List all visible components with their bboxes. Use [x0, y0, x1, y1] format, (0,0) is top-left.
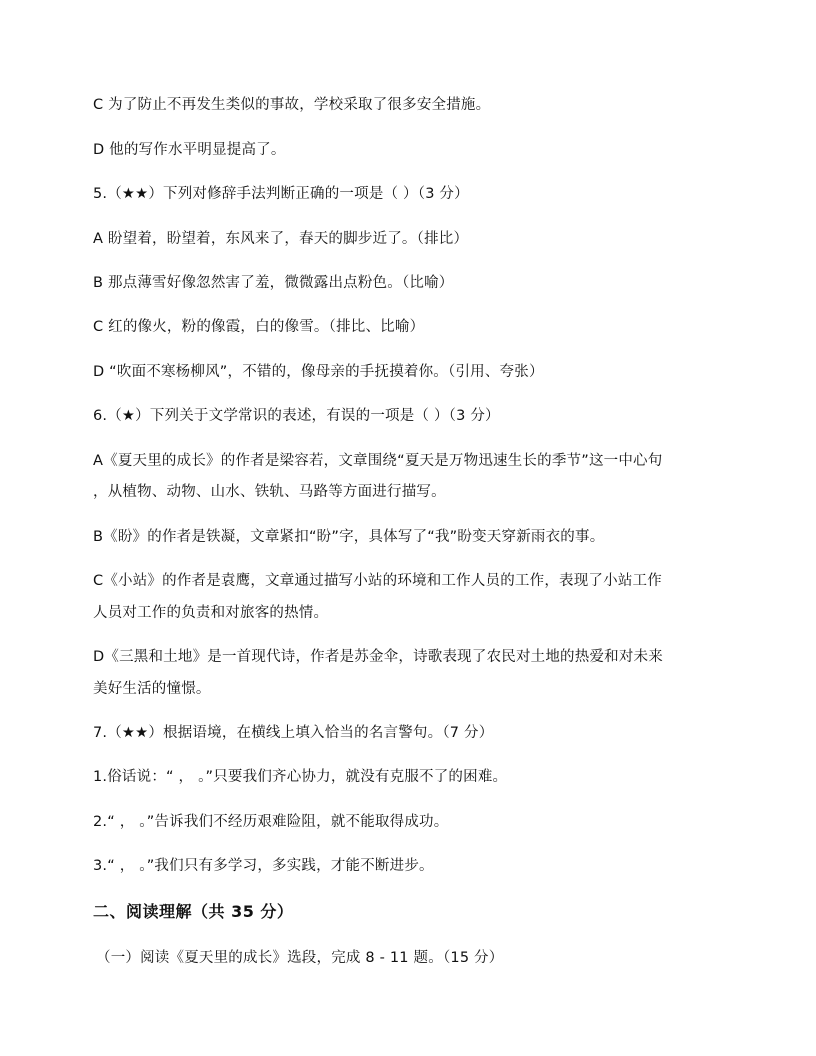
option-a-q5: A 盼望着，盼望着，东风来了，春天的脚步近了。（排比） — [93, 231, 469, 247]
option-b-q5: B 那点薄雪好像忽然害了羞，微微露出点粉色。（比喻） — [93, 275, 454, 291]
option-c-q6-line1: C《小站》的作者是袁鹰，文章通过描写小站的环境和工作人员的工作，表现了小站工作 — [93, 573, 662, 589]
fill-blank-3: 3.“ ， 。”我们只有多学习，多实践，才能不断进步。 — [93, 858, 434, 874]
question-5: 5.（★★）下列对修辞手法判断正确的一项是（ ）（3 分） — [93, 186, 469, 202]
question-6: 6.（★）下列关于文学常识的表述，有误的一项是（ ）（3 分） — [93, 408, 500, 424]
option-c-q4: C 为了防止不再发生类似的事故，学校采取了很多安全措施。 — [93, 97, 491, 113]
option-d-q5: D “吹面不寒杨柳风”，不错的，像母亲的手抚摸着你。（引用、夸张） — [93, 364, 544, 380]
option-c-q6-line2: 人员对工作的负责和对旅客的热情。 — [93, 605, 329, 621]
option-d-q6-line2: 美好生活的憧憬。 — [93, 681, 211, 697]
option-a-q6-line2: ，从植物、动物、山水、铁轨、马路等方面进行描写。 — [93, 484, 446, 500]
option-d-q4: D 他的写作水平明显提高了。 — [93, 142, 286, 158]
question-7: 7.（★★）根据语境，在横线上填入恰当的名言警句。（7 分） — [93, 725, 494, 741]
option-c-q5: C 红的像火，粉的像霞，白的像雪。（排比、比喻） — [93, 319, 425, 335]
option-a-q6-line1: A《夏天里的成长》的作者是梁容若，文章围绕“夏天是万物迅速生长的季节”这一中心句 — [93, 453, 663, 469]
subsection-title: （一）阅读《夏天里的成长》选段，完成 8 - 11 题。（15 分） — [96, 950, 504, 966]
section-title-reading: 二、阅读理解（共 35 分） — [93, 902, 294, 921]
fill-blank-2: 2.“ ， 。”告诉我们不经历艰难险阻，就不能取得成功。 — [93, 814, 449, 830]
option-b-q6: B《盼》的作者是铁凝，文章紧扣“盼”字，具体写了“我”盼变天穿新雨衣的事。 — [93, 529, 605, 545]
fill-blank-1: 1.俗话说：“ ， 。”只要我们齐心协力，就没有克服不了的困难。 — [93, 769, 508, 785]
option-d-q6-line1: D《三黑和土地》是一首现代诗，作者是苏金伞，诗歌表现了农民对土地的热爱和对未来 — [93, 649, 663, 665]
